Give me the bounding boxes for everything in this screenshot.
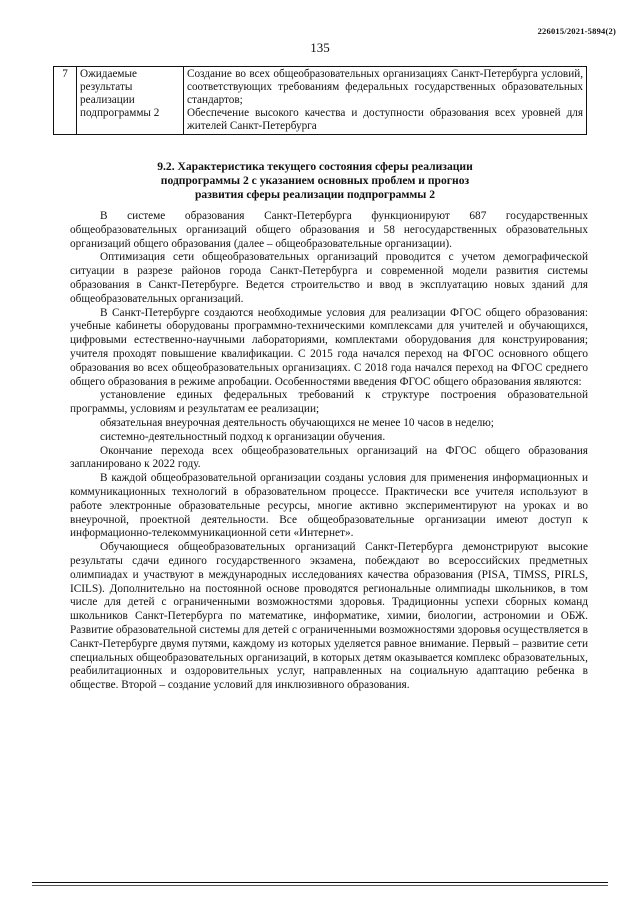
label-line: подпрограммы 2 — [80, 107, 160, 119]
content-paragraph: Обеспечение высокого качества и доступности образования всех уровней для жителей Санкт-Петербурга — [187, 107, 583, 132]
heading-line: развития сферы реализации подпрограммы 2 — [194, 188, 435, 201]
body-text — [70, 210, 588, 693]
paragraph: В системе образования Санкт-Петербурга функционируют 687 государственных общеобразовательных организаций общего образования и 58 негосударственных образовательных организаций общего образования (далее – общеобразовательные организации). — [70, 210, 588, 250]
footer-rule — [32, 882, 608, 883]
subprogram-table — [53, 66, 587, 135]
section-heading — [100, 160, 530, 202]
list-item: системно-деятельностный подход к организации обучения. — [100, 430, 386, 443]
heading-line: подпрограммы 2 с указанием основных проблем и прогноз — [160, 174, 470, 187]
document-code: 226015/2021-5894(2) — [537, 26, 616, 36]
heading-line: 9.2. Характеристика текущего состояния сферы реализации — [157, 160, 473, 173]
row-number: 7 — [54, 67, 77, 135]
paragraph: В Санкт-Петербурге создаются необходимые условия для реализации ФГОС общего образования: учебные кабинеты оборудованы программно-техническими комплексами для учителей и обучающихся, цифровыми естественно-научными лабораториями, комплектами оборудования для конструирования; учителя проходят повышение квалификации. С 2015 года начался переход на ФГОС основного общего образования во всех общеобразовательных организациях. С 2018 года начался переход на ФГОС среднего общего образования в режиме апробации. Особенностями введения ФГОС общего образования являются: — [70, 306, 588, 388]
label-line: реализации — [80, 94, 135, 106]
table-row — [54, 67, 587, 135]
paragraph: Окончание перехода всех общеобразовательных организаций на ФГОС общего образования запланировано к 2022 году. — [70, 444, 588, 471]
list-item: установление единых федеральных требований к структуре построения образовательной программы, условиям и результатам ее реализации; — [70, 389, 588, 416]
row-content — [184, 67, 587, 135]
page-number: 135 — [310, 40, 330, 55]
label-line: результаты — [80, 81, 133, 93]
footer-rule — [32, 885, 608, 886]
row-label — [77, 67, 184, 135]
paragraph: Обучающиеся общеобразовательных организаций Санкт-Петербурга демонстрируют высокие результаты сдачи единого государственного экзамена, побеждают во всероссийских предметных олимпиадах и участвуют в международных исследованиях качества образования (PISA, TIMSS, PIRLS, ICILS). Дополнительно на постоянной основе проводятся региональные олимпиады школьников, в том числе для детей с ограниченными возможностями здоровья. Традиционны успехи сборных команд школьников Санкт-Петербурга по математике, информатике, химии, биологии, астрономии и ОБЖ. Развитие образовательной системы для детей с ограниченными возможностями здоровья осуществляется в Санкт-Петербурге двумя путями, каждому из которых уделяется равное внимание. Первый – развитие сети специальных общеобразовательных организаций, в которых детям оказывается комплекс образовательных, реабилитационных и оздоровительных услуг, направленных на социальную адаптацию ребенка в обществе. Второй – создание условий для инклюзивного образования. — [70, 541, 588, 692]
paragraph: Оптимизация сети общеобразовательных организаций проводится с учетом демографической ситуации в разрезе районов города Санкт-Петербурга и современной модели развития системы образования в Санкт-Петербурге. Ведется строительство и ввод в эксплуатацию новых зданий для общеобразовательных организаций. — [70, 251, 588, 305]
content-paragraph: Создание во всех общеобразовательных организациях Санкт-Петербурга условий, соответствующих требованиям федеральных государственных образовательных стандартов; — [187, 68, 583, 106]
list-item: обязательная внеурочная деятельность обучающихся не менее 10 часов в неделю; — [100, 416, 494, 429]
label-line: Ожидаемые — [80, 68, 137, 80]
paragraph: В каждой общеобразовательной организации созданы условия для применения информационных и коммуникационных технологий в образовательном процессе. Практически все учителя используют в работе электронные образовательные ресурсы, многие активно экспериментируют на уроках и во внеурочной, проектной деятельности. Все общеобразовательные организации имеют доступ к информационно-телекоммуникационной сети «Интернет». — [70, 472, 588, 540]
